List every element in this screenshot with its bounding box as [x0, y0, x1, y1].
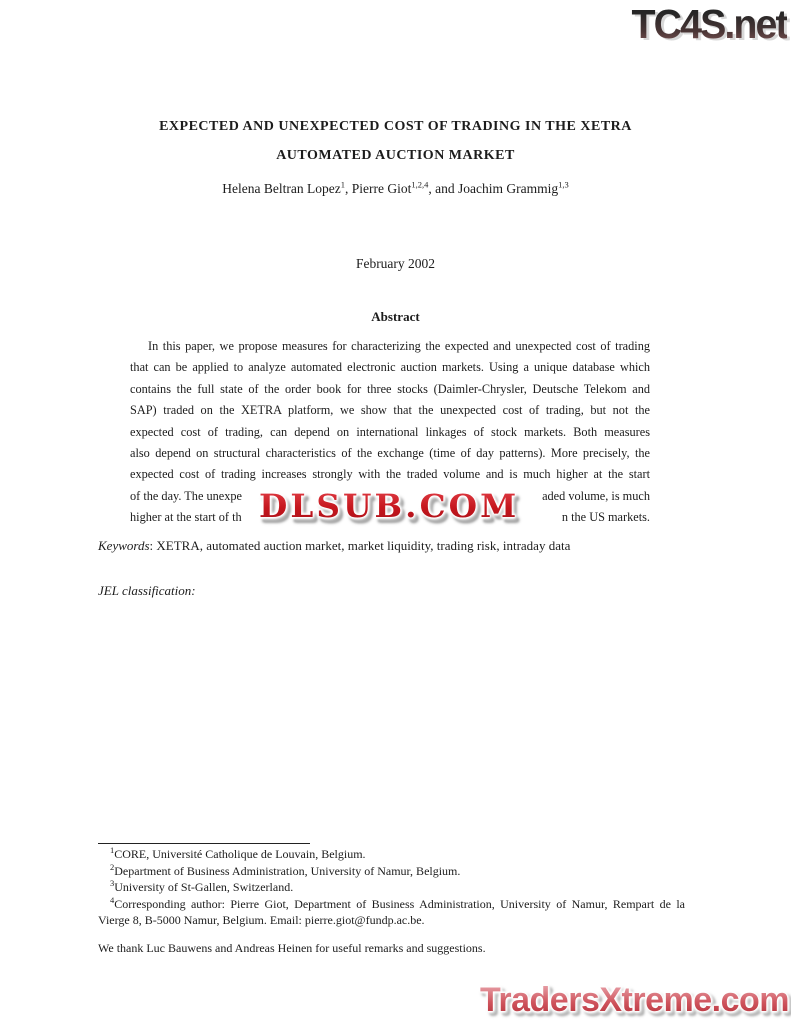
abstract-line	[130, 422, 650, 443]
abstract-line	[130, 464, 650, 485]
author-affiliation-sup: 1,2,4	[411, 179, 429, 190]
abstract-heading: Abstract	[371, 309, 420, 324]
keywords-text: : XETRA, automated auction market, market liquidity, trading risk, intraday data	[149, 538, 571, 553]
watermark-dlsub: DLSUB.COM	[259, 487, 520, 525]
author-affiliation-sup: 1,3	[558, 179, 569, 190]
author-separator: , and	[428, 181, 458, 196]
abstract-line	[130, 336, 650, 357]
footnote-number: 3	[110, 878, 115, 889]
footnote-number: 2	[110, 861, 115, 872]
abstract-line	[130, 443, 650, 464]
author-affiliation-sup: 1	[340, 179, 345, 190]
keywords-line	[98, 538, 718, 554]
abstract-line-text: expected cost of trading, can depend on international linkages of stock markets. Both measures	[130, 424, 650, 439]
authors-line	[0, 181, 791, 197]
abstract-line-text: that can be applied to analyze automated electronic auction markets. Using a unique database which	[130, 360, 650, 375]
footnote-text: Vierge 8, B-5000 Namur, Belgium. Email: pierre.giot@fundp.ac.be.	[98, 913, 425, 928]
abstract-line-fragment: higher at the start of th	[130, 510, 242, 525]
abstract-line-fragment: of the day. The unexpe	[130, 488, 242, 503]
abstract-line	[130, 357, 650, 378]
footnote	[98, 863, 685, 880]
abstract-line-text: also depend on structural characteristics of the exchange (time of day patterns). More precisely, the	[130, 446, 650, 461]
footnotes	[98, 846, 685, 929]
abstract-line-text: In this paper, we propose measures for characterizing the expected and unexpected cost of trading	[148, 339, 650, 353]
abstract-line-text: contains the full state of the order book for three stocks (Daimler-Chrysler, Deutsche Telekom and	[130, 381, 650, 396]
watermark-tradersxtreme: TradersXtreme.com	[480, 981, 789, 1019]
jel-classification-label: JEL classification:	[98, 583, 196, 598]
acknowledgment: We thank Luc Bauwens and Andreas Heinen for useful remarks and suggestions.	[98, 941, 486, 955]
abstract-line-text: SAP) traded on the XETRA platform, we show that the unexpected cost of trading, but not the	[130, 403, 650, 418]
author-name: Joachim Grammig	[457, 181, 559, 196]
footnote-text: Department of Business Administration, University of Namur, Belgium.	[114, 863, 461, 878]
author-separator: ,	[344, 181, 352, 196]
footnote-rule	[98, 843, 310, 844]
keywords-label: Keywords	[98, 538, 150, 553]
footnote-number: 1	[110, 845, 115, 855]
author-name: Helena Beltran Lopez	[222, 181, 341, 196]
footnote-continuation	[98, 912, 685, 929]
page-title	[0, 112, 791, 170]
page-title-line2: AUTOMATED AUCTION MARKET	[276, 148, 515, 163]
paper-date: February 2002	[355, 256, 436, 271]
author-name: Pierre Giot	[351, 181, 412, 196]
footnote	[98, 846, 685, 863]
footnote-text: CORE, Université Catholique de Louvain, Belgium.	[114, 847, 366, 861]
abstract-line	[130, 379, 650, 400]
abstract-line	[130, 400, 650, 421]
abstract-line-fragment: aded volume, is much	[542, 488, 650, 503]
abstract-line-text: expected cost of trading increases strongly with the traded volume and is much higher at the start	[130, 467, 650, 482]
footnote	[98, 896, 685, 913]
footnote-text: Corresponding author: Pierre Giot, Department of Business Administration, University of Namur, Rempart de la	[114, 896, 685, 911]
page-title-line1: EXPECTED AND UNEXPECTED COST OF TRADING IN THE XETRA	[159, 119, 632, 134]
footnote-number: 4	[110, 894, 115, 905]
abstract-line-fragment: n the US markets.	[561, 510, 650, 525]
watermark-tc4s: TC4S.net	[631, 1, 787, 47]
footnote-text: University of St-Gallen, Switzerland.	[114, 880, 294, 895]
footnote	[98, 879, 685, 896]
